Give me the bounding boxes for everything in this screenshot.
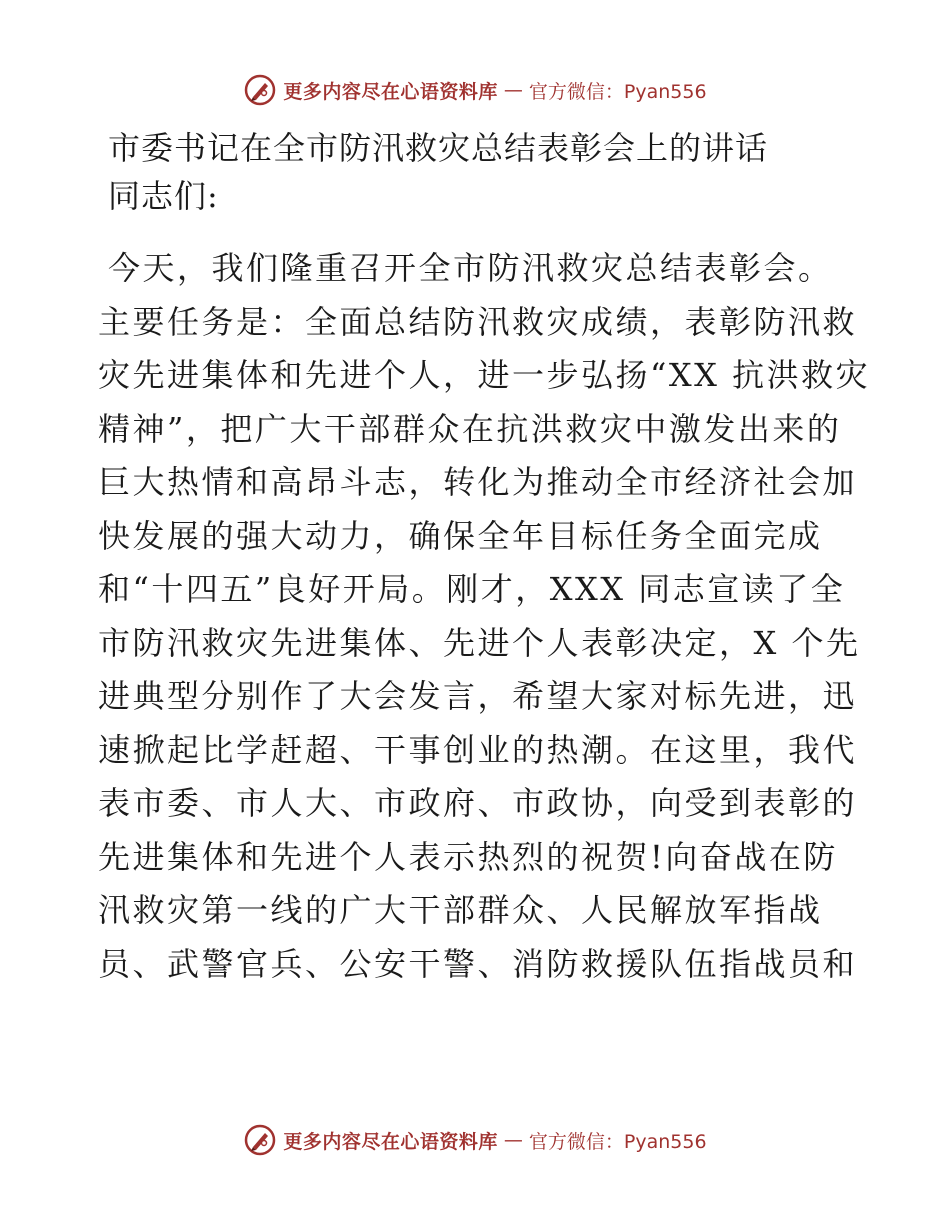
text-line: 速掀起比学赶超、干事创业的热潮。在这里，我代 <box>98 730 858 769</box>
pen-logo-icon <box>243 1123 277 1157</box>
text-line: 表市委、市人大、市政府、市政协，向受到表彰的 <box>98 784 858 822</box>
text-line: 巨大热情和高昂斗志，转化为推动全市经济社会加 <box>98 463 858 501</box>
text-line: 今天，我们隆重召开全市防汛救灾总结表彰会。 <box>108 249 833 287</box>
text-line: 汛救灾第一线的广大干部群众、人民解放军指战 <box>98 891 823 929</box>
watermark-wechat: 官方微信：Pyan556 <box>528 1130 707 1153</box>
text-line: 先进集体和先进个人表示热烈的祝贺!向奋战在防 <box>98 837 838 876</box>
watermark-wechat: 官方微信：Pyan556 <box>528 80 707 103</box>
text-line: 灾先进集体和先进个人，进一步弘扬“XX 抗洪救灾 <box>98 356 871 394</box>
watermark-text: 更多内容尽在心语资料库 <box>283 80 498 103</box>
text-line: 进典型分别作了大会发言，希望大家对标先进，迅 <box>98 677 858 715</box>
document-title: 市委书记在全市防汛救灾总结表彰会上的讲话 <box>108 129 769 167</box>
text-line: 和“十四五”良好开局。刚才，XXX 同志宣读了全 <box>98 570 846 608</box>
watermark-separator: — <box>503 79 523 101</box>
text-line: 员、武警官兵、公安干警、消防救援队伍指战员和 <box>98 944 858 983</box>
text-line: 快发展的强大动力，确保全年目标任务全面完成 <box>98 516 823 555</box>
salutation: 同志们: <box>108 177 219 215</box>
text-line: 市防汛救灾先进集体、先进个人表彰决定，X 个先 <box>98 623 861 662</box>
text-line: 精神”，把广大干部群众在抗洪救灾中激发出来的 <box>98 409 842 448</box>
text-line: 主要任务是：全面总结防汛救灾成绩，表彰防汛救 <box>98 302 858 341</box>
header-watermark <box>0 70 950 110</box>
watermark-text: 更多内容尽在心语资料库 <box>283 1130 498 1153</box>
footer-watermark <box>0 1120 950 1160</box>
watermark-separator: — <box>503 1129 523 1151</box>
pen-logo-icon <box>243 73 277 107</box>
body-paragraph <box>98 242 871 991</box>
